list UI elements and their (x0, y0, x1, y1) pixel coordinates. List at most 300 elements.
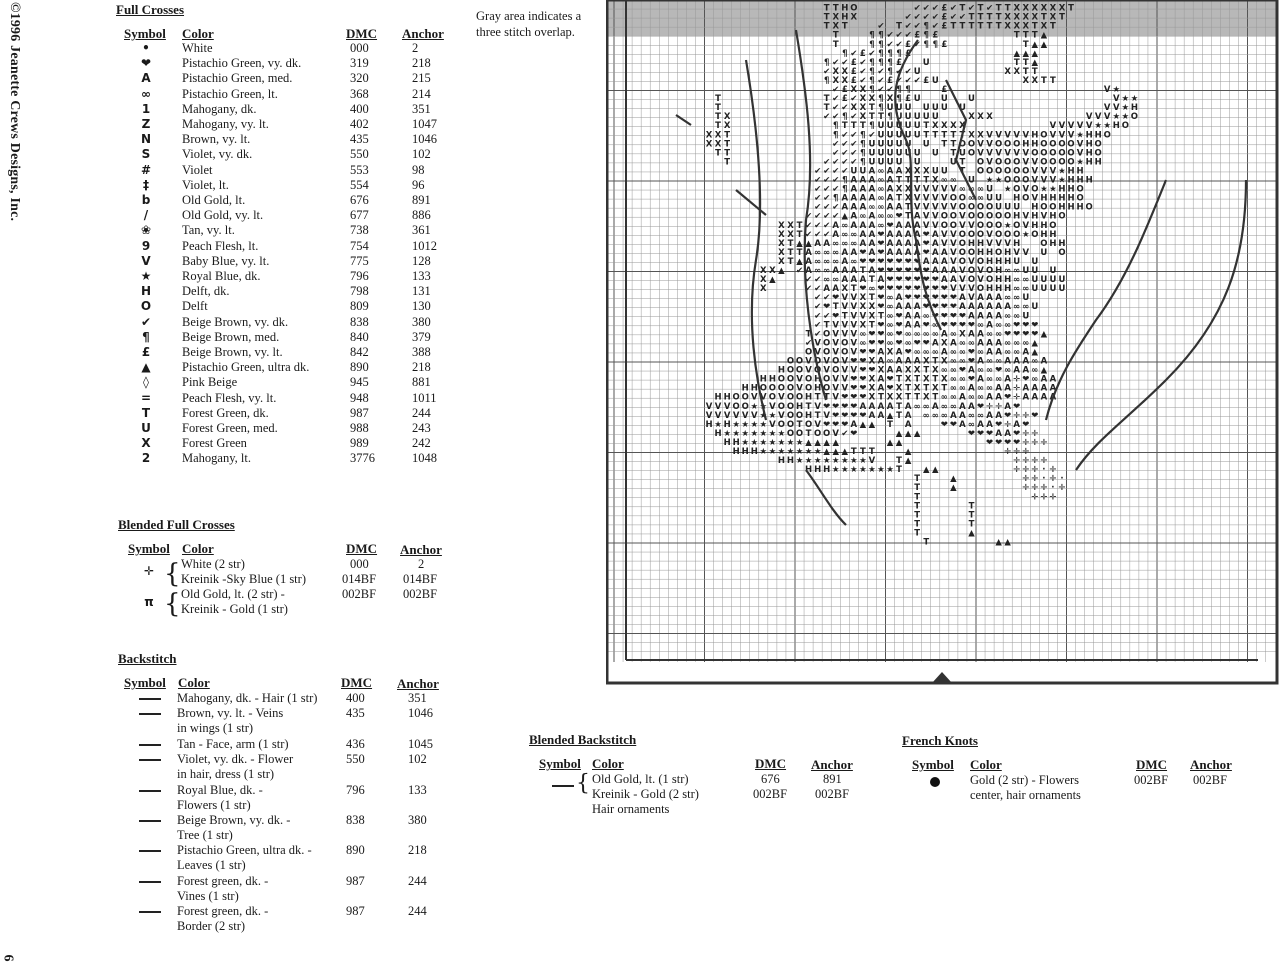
backstitch-line-icon (139, 881, 161, 883)
stitch-symbol: X (886, 347, 894, 358)
stitch-symbol: T (823, 320, 830, 331)
stitch-symbol: ❤ (1013, 437, 1021, 448)
stitch-symbol: ▲ (841, 211, 849, 222)
stitch-symbol: O (1040, 238, 1048, 249)
backstitch-line-icon (139, 850, 161, 852)
stitch-symbol: X (760, 284, 767, 295)
stitch-symbol: ✔ (823, 202, 831, 213)
stitch-symbol: ❤ (904, 293, 912, 304)
stitch-symbol: A (841, 256, 849, 267)
stitch-symbol: ∞ (986, 356, 994, 367)
stitch-symbol: U (1013, 202, 1021, 213)
stitch-symbol: O (967, 202, 976, 213)
stitch-symbol: O (949, 220, 957, 231)
stitch-symbol: ❤ (904, 275, 912, 286)
stitch-symbol: V (995, 238, 1002, 249)
stitch-symbol: ✔ (841, 103, 849, 114)
full-cross-dmc: 809 (350, 299, 369, 314)
full-cross-dmc: 320 (350, 71, 369, 86)
stitch-symbol: U (940, 166, 948, 177)
stitch-symbol: £ (914, 30, 921, 41)
stitch-symbol: ❤ (877, 329, 885, 340)
stitch-symbol: O (841, 338, 849, 349)
stitch-symbol: ❤ (886, 256, 894, 267)
stitch-symbol: · (1051, 483, 1055, 494)
stitch-symbol: ∞ (949, 383, 957, 394)
stitch-symbol: ❤ (913, 284, 921, 295)
stitch-symbol: X (1049, 3, 1057, 14)
stitch-symbol: ✔ (832, 112, 840, 123)
stitch-symbol: ✔ (814, 211, 822, 222)
stitch-symbol: A (913, 211, 921, 222)
full-cross-symbol: ¶ (142, 329, 150, 344)
stitch-symbol: ¶ (869, 75, 875, 86)
blended-color-1b: Kreinik - Gold (1 str) (181, 602, 288, 616)
stitch-symbol: U (922, 139, 930, 150)
stitch-symbol: ✔ (949, 12, 957, 23)
stitch-symbol: U (931, 112, 939, 123)
stitch-symbol: A (1031, 383, 1039, 394)
stitch-symbol: V (769, 401, 776, 412)
stitch-symbol: A (859, 202, 867, 213)
stitch-symbol: ✛ (1031, 456, 1039, 467)
stitch-symbol: A (904, 320, 912, 331)
stitch-symbol: T (724, 139, 731, 150)
stitch-symbol: X (832, 75, 840, 86)
stitch-symbol: O (1004, 175, 1012, 186)
stitch-symbol: V (723, 401, 731, 412)
stitch-symbol: O (1067, 139, 1075, 150)
stitch-symbol: U (904, 103, 912, 114)
stitch-symbol: V (959, 211, 966, 222)
stitch-symbol: H (976, 238, 985, 249)
stitch-symbol: O (1067, 148, 1075, 159)
stitch-symbol: ¶ (860, 139, 866, 150)
stitch-symbol: ∞ (922, 311, 930, 322)
stitch-symbol: T (923, 130, 930, 141)
stitch-symbol: ∞ (940, 401, 948, 412)
stitch-symbol: ✛ (1049, 465, 1057, 476)
stitch-symbol: O (732, 401, 740, 412)
stitch-symbol: O (804, 419, 813, 430)
stitch-symbol: V (1067, 121, 1075, 132)
stitch-symbol: X (886, 94, 894, 105)
stitch-symbol: V (778, 392, 785, 403)
full-cross-anchor: 215 (412, 71, 431, 86)
stitch-symbol: O (995, 139, 1003, 150)
stitch-symbol: O (976, 166, 985, 177)
stitch-symbol: ✛ (1013, 383, 1021, 394)
full-cross-color: Violet, lt. (182, 177, 229, 192)
backstitch-dmc: 550 (346, 752, 365, 766)
stitch-symbol: A (850, 202, 858, 213)
stitch-symbol: ★ (741, 419, 750, 430)
stitch-symbol: O (1031, 184, 1039, 195)
stitch-symbol: T (887, 419, 893, 430)
stitch-symbol: A (886, 184, 894, 195)
stitch-symbol: ∞ (986, 383, 994, 394)
stitch-symbol: V (968, 284, 975, 295)
stitch-symbol: H (777, 456, 785, 467)
stitch-symbol: O (795, 410, 804, 421)
stitch-symbol: A (841, 275, 849, 286)
stitch-symbol: A (986, 392, 993, 403)
stitch-symbol: V (1022, 184, 1030, 195)
stitch-symbol: U (886, 130, 894, 141)
stitch-symbol: T (841, 121, 848, 132)
backstitch-color-detail: in wings (1 str) (177, 721, 254, 735)
stitch-symbol: T (950, 21, 957, 32)
stitch-symbol: X (1022, 75, 1030, 86)
stitch-symbol: T (914, 519, 921, 530)
blended-symbol-1: π (144, 595, 154, 609)
backstitch-color: Forest green, dk. - (177, 904, 269, 918)
stitch-symbol: A (977, 374, 984, 385)
stitch-symbol: V (941, 229, 948, 240)
stitch-symbol: V (832, 320, 840, 331)
stitch-symbol: ∞ (976, 184, 985, 195)
stitch-symbol: A (995, 311, 1002, 322)
stitch-symbol: ❤ (895, 320, 903, 331)
stitch-symbol: O (795, 365, 804, 376)
full-cross-color: Mahogany, lt. (182, 451, 251, 466)
stitch-symbol: A (959, 410, 966, 421)
stitch-symbol: V (832, 374, 840, 385)
stitch-symbol: ∞ (940, 392, 948, 403)
stitch-symbol: ∞ (976, 383, 985, 394)
stitch-symbol: T (796, 220, 803, 231)
stitch-symbol: T (823, 103, 830, 114)
backstitch-line-icon (139, 790, 161, 792)
full-cross-anchor: 244 (412, 405, 431, 420)
full-cross-dmc: 435 (350, 132, 369, 147)
stitch-symbol: V (841, 302, 849, 313)
full-cross-dmc: 945 (350, 375, 369, 390)
stitch-symbol: X (895, 383, 903, 394)
stitch-symbol: V (986, 130, 993, 141)
stitch-symbol: ∞ (841, 220, 849, 231)
stitch-symbol: T (1068, 3, 1074, 14)
stitch-symbol: A (904, 238, 912, 249)
stitch-symbol: ¶ (833, 130, 839, 141)
stitch-symbol: X (1004, 21, 1011, 32)
stitch-symbol: H (723, 437, 731, 448)
stitch-symbol: V (950, 256, 957, 267)
stitch-symbol: ∞ (949, 356, 957, 367)
stitch-symbol: ❤ (967, 347, 976, 358)
stitch-symbol: · (1042, 474, 1046, 485)
full-crosses-title: Full Crosses (116, 2, 185, 17)
stitch-symbol: ✔ (904, 75, 912, 86)
stitch-symbol: ∞ (949, 392, 957, 403)
stitch-symbol: X (986, 112, 993, 123)
stitch-symbol: A (995, 302, 1002, 313)
stitch-symbol: V (814, 401, 821, 412)
stitch-symbol: ✔ (823, 220, 831, 231)
stitch-symbol: T (878, 112, 884, 123)
stitch-symbol: O (1040, 139, 1048, 150)
stitch-symbol: X (841, 75, 849, 86)
full-cross-color: Violet (182, 162, 213, 177)
backstitch-color: Brown, vy. lt. - Veins (177, 706, 284, 720)
stitch-symbol: ✔ (814, 329, 822, 340)
stitch-symbol: T (850, 447, 857, 457)
stitch-symbol: ▲ (814, 437, 821, 448)
fk-color-header: Color (970, 757, 1002, 772)
stitch-symbol: T (932, 392, 939, 403)
stitch-symbol: A (977, 356, 984, 367)
stitch-symbol: O (786, 410, 795, 421)
full-cross-color: Baby Blue, vy. lt. (182, 253, 270, 268)
stitch-symbol: ❤ (823, 401, 831, 412)
stitch-symbol: ✔ (814, 275, 822, 286)
stitch-symbol: ∞ (850, 238, 858, 249)
stitch-symbol: O (995, 211, 1003, 222)
stitch-symbol: ★ (831, 465, 840, 476)
stitch-symbol: H (1058, 193, 1066, 204)
full-cross-anchor: 2 (412, 41, 419, 55)
stitch-symbol: ✔ (823, 311, 831, 322)
backstitch-title: Backstitch (118, 651, 177, 666)
stitch-symbol: V (805, 356, 812, 367)
stitch-symbol: ❤ (895, 329, 903, 340)
full-cross-color: Pink Beige (182, 375, 238, 390)
stitch-symbol: ❤ (850, 410, 858, 421)
stitch-symbol: ✔ (922, 3, 930, 14)
stitch-symbol: X (968, 130, 975, 141)
stitch-symbol: X (1022, 12, 1030, 23)
stitch-symbol: U (1058, 275, 1066, 286)
stitch-symbol: X (778, 238, 785, 249)
stitch-symbol: A (968, 311, 975, 322)
stitch-symbol: X (859, 320, 867, 331)
stitch-symbol: V (968, 256, 975, 267)
stitch-symbol: X (769, 266, 776, 276)
stitch-symbol: ∞ (940, 175, 948, 186)
stitch-symbol: V (832, 392, 840, 403)
stitch-symbol: O (976, 256, 985, 267)
stitch-symbol: V (922, 211, 930, 222)
stitch-symbol: T (1040, 12, 1047, 23)
stitch-symbol: ✔ (814, 311, 822, 322)
stitch-symbol: O (976, 220, 985, 231)
stitch-symbol: ✛ (1013, 447, 1021, 457)
stitch-symbol: U (995, 202, 1003, 213)
stitch-symbol: A (913, 229, 921, 240)
stitch-symbol: V (959, 275, 966, 286)
stitch-symbol: ▲ (968, 528, 975, 539)
stitch-symbol: U (986, 184, 994, 195)
stitch-symbol: A (941, 266, 948, 276)
stitch-symbol: ∞ (886, 311, 894, 322)
stitch-symbol: A (941, 275, 948, 286)
stitch-symbol: ★ (813, 456, 822, 467)
stitch-symbol: O (967, 229, 976, 240)
stitch-symbol: ∞ (913, 347, 921, 358)
stitch-symbol: U (1031, 284, 1039, 295)
full-cross-symbol: H (140, 284, 152, 299)
stitch-symbol: ❤ (832, 311, 840, 322)
full-cross-color: Peach Flesh, lt. (182, 238, 259, 253)
stitch-symbol: U (958, 148, 966, 159)
stitch-symbol: V (1058, 121, 1066, 132)
stitch-symbol: T (896, 21, 902, 32)
stitch-symbol: V (850, 365, 858, 376)
stitch-symbol: O (1013, 220, 1021, 231)
stitch-symbol: ✔ (850, 112, 858, 123)
stitch-symbol: V (1004, 148, 1011, 159)
stitch-symbol: ▲ (823, 447, 830, 457)
stitch-symbol: O (1076, 184, 1084, 195)
stitch-symbol: O (1040, 202, 1048, 213)
stitch-symbol: U (1040, 247, 1048, 258)
stitch-symbol: X (886, 392, 894, 403)
stitch-symbol: ∞ (931, 347, 939, 358)
stitch-symbol: X (1022, 21, 1030, 32)
stitch-symbol: A (886, 247, 894, 258)
stitch-symbol: ∞ (931, 410, 939, 421)
stitch-symbol: ∞ (859, 338, 867, 349)
stitch-symbol: X (959, 121, 966, 132)
stitch-symbol: V (1031, 166, 1039, 177)
stitch-symbol: ❤ (859, 365, 867, 376)
stitch-symbol: T (787, 238, 794, 249)
stitch-symbol: ❤ (895, 284, 903, 295)
stitch-symbol: A (977, 302, 984, 313)
stitch-symbol: T (850, 121, 857, 132)
stitch-symbol: O (967, 266, 976, 276)
stitch-symbol: T (859, 447, 866, 457)
stitch-symbol: ✔ (832, 148, 840, 159)
stitch-symbol: X (931, 121, 939, 132)
stitch-symbol: A (814, 238, 821, 249)
stitch-symbol: ∞ (976, 320, 985, 331)
stitch-symbol: A (1022, 347, 1030, 358)
stitch-symbol: T (823, 3, 830, 14)
stitch-symbol: O (967, 275, 976, 286)
stitch-symbol: V (805, 365, 812, 376)
stitch-symbol: A (904, 302, 912, 313)
stitch-symbol: ✛ (1031, 483, 1039, 494)
backstitch-color: Pistachio Green, ultra dk. - (177, 843, 312, 857)
stitch-symbol: A (1013, 365, 1021, 376)
stitch-symbol: O (786, 356, 795, 367)
stitch-symbol: V (841, 383, 849, 394)
stitch-symbol: A (859, 220, 867, 231)
stitch-symbol: T (905, 392, 912, 403)
stitch-symbol: T (1004, 3, 1011, 14)
stitch-symbol: ✔ (832, 211, 840, 222)
stitch-symbol: ✛ (1022, 483, 1030, 494)
stitch-symbol: ¶ (869, 121, 875, 132)
stitch-symbol: V (750, 410, 758, 421)
full-cross-color: Pistachio Green, lt. (182, 86, 278, 101)
stitch-symbol: ❤ (931, 302, 939, 313)
stitch-symbol: ✔ (859, 57, 867, 68)
backstitch-anchor: 351 (408, 691, 427, 705)
stitch-symbol: ✔ (949, 3, 957, 14)
stitch-symbol: ✔ (814, 220, 822, 231)
stitch-symbol: ✛ (1049, 492, 1057, 503)
stitch-symbol: ✔ (814, 193, 822, 204)
stitch-symbol: A (1004, 302, 1011, 313)
backstitch-dmc: 987 (346, 904, 365, 918)
stitch-symbol: O (1067, 157, 1075, 168)
stitch-symbol: A (859, 184, 867, 195)
stitch-symbol: ★ (859, 465, 867, 476)
stitch-symbol: ▲ (995, 537, 1002, 548)
brace-icon: { (576, 771, 590, 796)
stitch-symbol: H (723, 419, 731, 430)
stitch-symbol: T (823, 21, 830, 32)
stitch-symbol: ❤ (949, 320, 957, 331)
stitch-symbol: A (959, 293, 966, 304)
stitch-symbol: A (877, 356, 885, 367)
stitch-symbol: ❤ (922, 338, 930, 349)
stitch-symbol: T (796, 247, 803, 258)
stitch-symbol: ❤ (995, 365, 1003, 376)
stitch-symbol: V (1022, 130, 1030, 141)
full-cross-anchor: 218 (412, 56, 431, 71)
stitch-symbol: V (986, 157, 993, 168)
stitch-symbol: X (832, 21, 840, 32)
full-cross-anchor: 128 (412, 253, 431, 268)
stitch-symbol: X (941, 121, 948, 132)
stitch-symbol: A (968, 401, 975, 412)
stitch-symbol: X (1013, 66, 1021, 77)
stitch-symbol: ▲ (769, 275, 776, 286)
stitch-symbol: A (895, 247, 903, 258)
full-cross-symbol: ❤ (140, 56, 152, 71)
stitch-symbol: A (931, 247, 939, 258)
stitch-symbol: ❤ (904, 347, 912, 358)
full-cross-dmc: 754 (350, 238, 369, 253)
stitch-symbol: ✛ (1031, 437, 1039, 448)
stitch-symbol: ¶ (878, 94, 884, 105)
stitch-symbol: ∞ (967, 338, 976, 349)
blended-dmc-header: DMC (346, 541, 378, 556)
stitch-symbol: ❤ (940, 311, 948, 322)
stitch-symbol: H (805, 392, 813, 403)
stitch-symbol: U (895, 103, 903, 114)
stitch-symbol: T (923, 121, 930, 132)
stitch-symbol: ✔ (877, 21, 885, 32)
stitch-symbol: O (732, 392, 740, 403)
stitch-symbol: A (859, 175, 867, 186)
stitch-symbol: ✛ (1022, 410, 1030, 421)
full-cross-symbol: A (141, 71, 151, 86)
stitch-symbol: X (1022, 3, 1030, 14)
stitch-symbol: O (1031, 148, 1039, 159)
stitch-symbol: A (1049, 392, 1057, 403)
backstitch-line-icon (139, 820, 161, 822)
stitch-symbol: U (868, 157, 876, 168)
stitch-symbol: ✔ (805, 275, 813, 286)
stitch-symbol: ★ (850, 465, 858, 476)
stitch-symbol: O (1013, 175, 1021, 186)
stitch-symbol: ✔ (958, 12, 966, 23)
stitch-symbol: X (895, 184, 903, 195)
stitch-symbol: V (814, 347, 821, 358)
stitch-symbol: U (850, 166, 858, 177)
stitch-symbol: H (1067, 184, 1075, 195)
stitch-symbol: V (1013, 148, 1021, 159)
stitch-symbol: ∞ (886, 320, 894, 331)
stitch-symbol: V (1085, 112, 1093, 123)
blended-full-crosses-title: Blended Full Crosses (118, 517, 235, 532)
stitch-symbol: X (778, 247, 785, 258)
stitch-symbol: ★ (985, 175, 994, 186)
